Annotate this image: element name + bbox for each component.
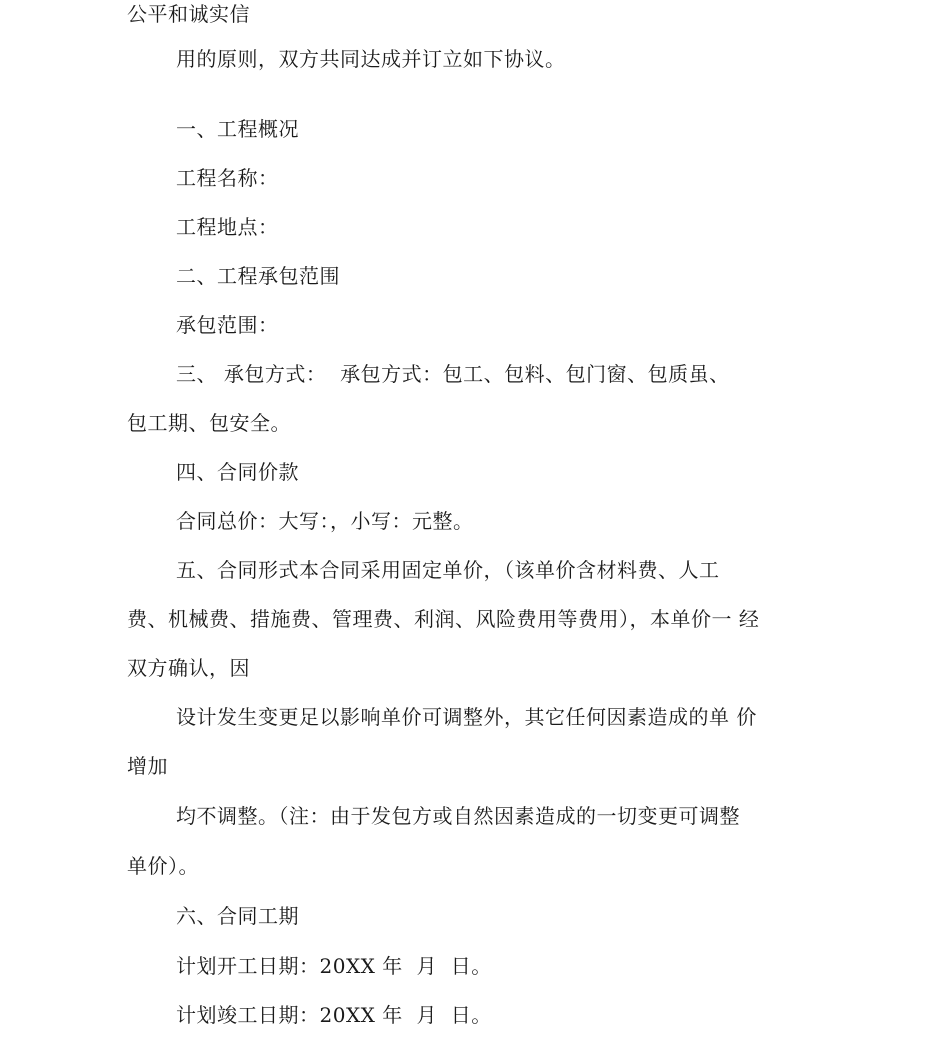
paragraph-line: 增加: [127, 754, 168, 778]
section-heading: 二、工程承包范围: [176, 264, 340, 288]
paragraph-line: 用的原则，双方共同达成并订立如下协议。: [176, 47, 566, 71]
paragraph-line: 均不调整。（注：由于发包方或自然因素造成的一切变更可调整: [176, 804, 740, 828]
paragraph-line: 双方确认，因: [127, 656, 250, 680]
section-heading: 一、工程概况: [176, 117, 299, 141]
paragraph-line: 合同总价：大写：，小写：元整。: [176, 509, 474, 533]
field-label: 工程地点：: [176, 215, 279, 239]
section-heading: 四、合同价款: [176, 460, 299, 484]
section-heading: 五、合同形式本合同采用固定单价，（该单价含材料费、人工: [176, 558, 720, 582]
field-label: 承包范围：: [176, 313, 279, 337]
start-date-line: 计划开工日期：20XX 年 月 日。: [176, 954, 492, 978]
end-date-line: 计划竣工日期：20XX 年 月 日。: [176, 1003, 492, 1027]
field-label: 工程名称：: [176, 166, 279, 190]
paragraph-line: 包工期、包安全。: [127, 411, 291, 435]
section-heading: 六、合同工期: [176, 904, 299, 928]
paragraph-line: 单价）。: [127, 854, 199, 878]
paragraph-line: 设计发生变更足以影响单价可调整外，其它任何因素造成的单 价: [176, 705, 757, 729]
paragraph-line: 费、机械费、措施费、管理费、利润、风险费用等费用），本单价一 经: [127, 607, 760, 631]
paragraph-line: 公平和诚实信: [127, 2, 250, 26]
section-heading: 三、 承包方式： 承包方式：包工、包料、包门窗、包质虽、: [176, 362, 730, 386]
